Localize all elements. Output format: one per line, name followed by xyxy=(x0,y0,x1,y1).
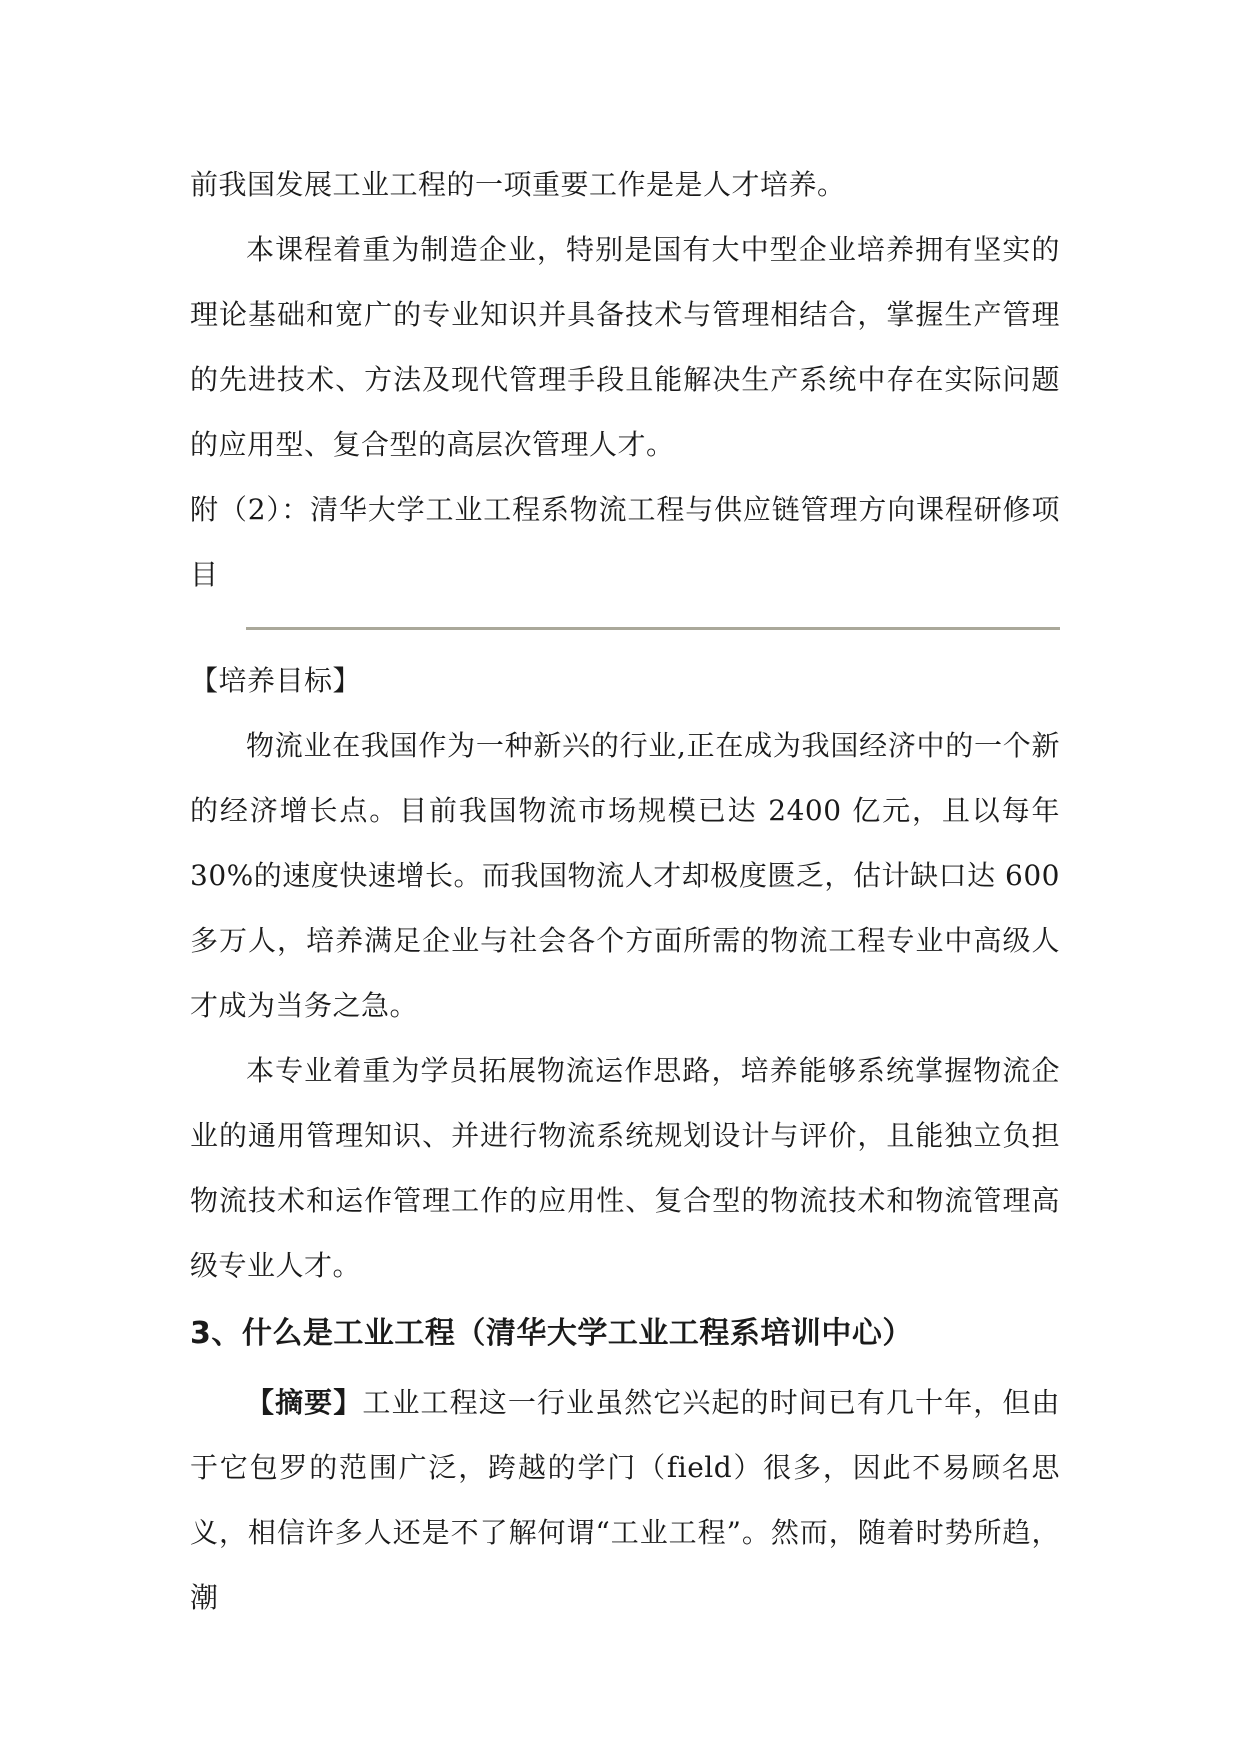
horizontal-divider xyxy=(246,627,1060,630)
paragraph-major-focus: 本专业着重为学员拓展物流运作思路，培养能够系统掌握物流企业的通用管理知识、并进行物流系统规划设计与评价，且能独立负担物流技术和运作管理工作的应用性、复合型的物流技术和物流管理高级专业人才。 xyxy=(190,1054,1060,1282)
abstract-label: 【摘要】 xyxy=(246,1386,363,1419)
paragraph-logistics-industry: 物流业在我国作为一种新兴的行业,正在成为我国经济中的一个新的经济增长点。目前我国物流市场规模已达 2400 亿元，且以每年 30%的速度快速增长。而我国物流人才却极度匮乏，估计缺口达 600 多万人，培养满足企业与社会各个方面所需的物流工程专业中高级人才成为当务之急。 xyxy=(190,729,1060,1022)
appendix-block xyxy=(190,477,1060,607)
course-description xyxy=(190,217,1060,477)
paragraph-abstract xyxy=(190,1370,1060,1630)
abstract-block xyxy=(190,1370,1060,1630)
paragraph-course-focus: 本课程着重为制造企业，特别是国有大中型企业培养拥有坚实的理论基础和宽广的专业知识并具备技术与管理相结合，掌握生产管理的先进技术、方法及现代管理手段且能解决生产系统中存在实际问题的应用型、复合型的高层次管理人才。 xyxy=(190,233,1060,461)
logistics-description xyxy=(190,713,1060,1298)
abstract-text: 工业工程这一行业虽然它兴起的时间已有几十年，但由于它包罗的范围广泛，跨越的学门（field）很多，因此不易顾名思义，相信许多人还是不了解何谓“工业工程”。然而，随着时势所趋，潮 xyxy=(190,1386,1060,1614)
paragraph-continuation: 前我国发展工业工程的一项重要工作是是人才培养。 xyxy=(190,168,846,201)
appendix-title: 附（2）：清华大学工业工程系物流工程与供应链管理方向课程研修项目 xyxy=(190,493,1060,591)
section-heading: 3、什么是工业工程（清华大学工业工程系培训中心） xyxy=(190,1316,913,1351)
training-goal-label: 【培养目标】 xyxy=(190,664,362,697)
document-page xyxy=(190,152,1060,1630)
